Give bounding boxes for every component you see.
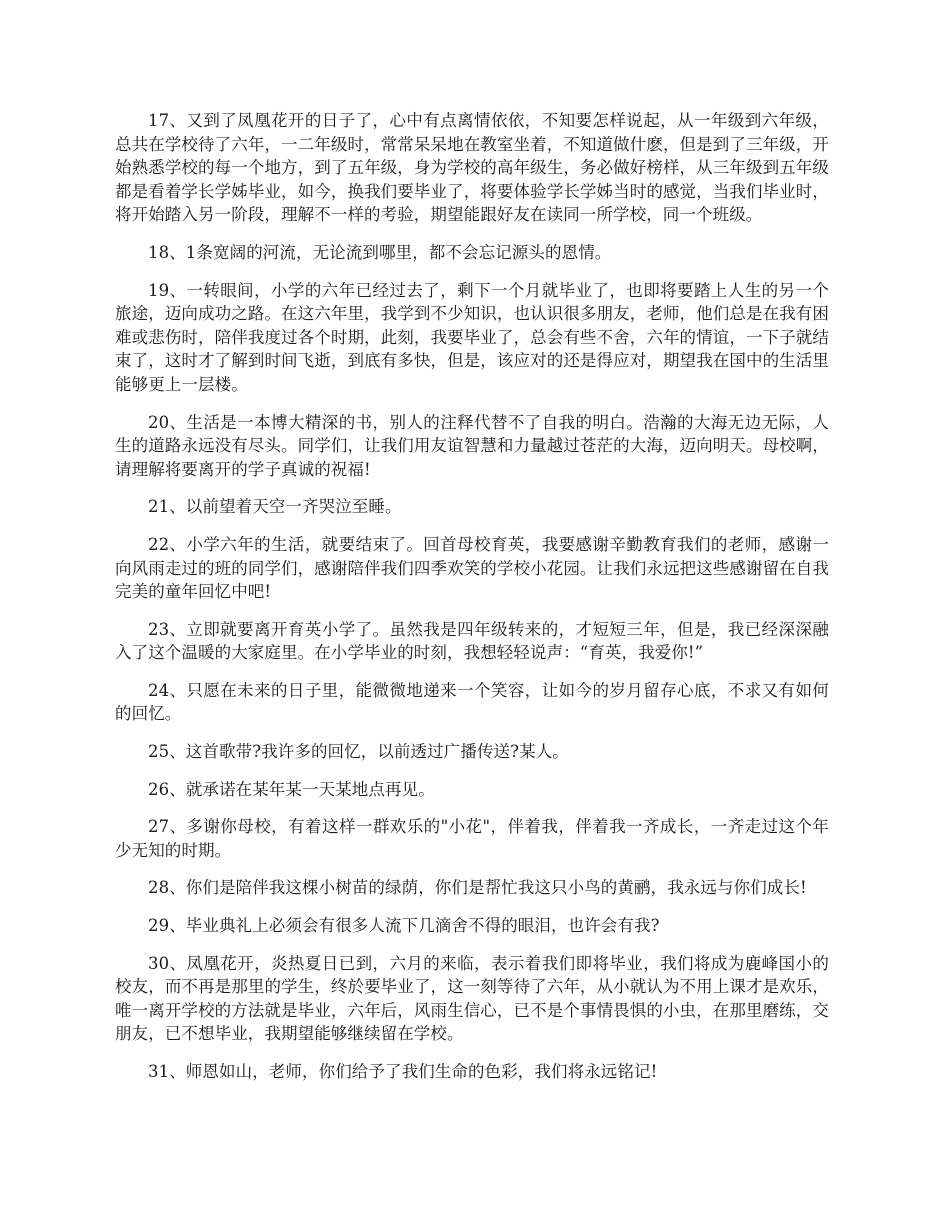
paragraph-28: 28、你们是陪伴我这棵小树苗的绿荫，你们是帮忙我这只小鸟的黄鹂，我永远与你们成长! xyxy=(148,878,807,898)
paragraph-25: 25、这首歌带?我许多的回忆，以前透过广播传送?某人。 xyxy=(148,742,569,762)
paragraph-17: 17、又到了凤凰花开的日子了，心中有点离情依依，不知要怎样说起，从一年级到六年级，总共在学校待了六年，一二年级时，常常呆呆地在教室坐着，不知道做什麽，但是到了三年级，开始熟悉学校的每一个地方，到了五年级，身为学校的高年级生，务必做好榜样，从三年级到五年级都是看着学长学姊毕业，如今，换我们要毕业了，将要体验学长学姊当时的感觉，当我们毕业时，将开始踏入另一阶段，理解不一样的考验，期望能跟好友在读同一所学校，同一个班级。 xyxy=(115,111,829,225)
paragraph-18: 18、1条宽阔的河流，无论流到哪里，都不会忘记源头的恩情。 xyxy=(148,242,612,262)
paragraph-20: 20、生活是一本博大精深的书，别人的注释代替不了自我的明白。浩瀚的大海无边无际，人生的道路永远没有尽头。同学们，让我们用友谊智慧和力量越过苍茫的大海，迈向明天。母校啊，请理解将要离开的学子真诚的祝福! xyxy=(115,412,829,479)
paragraph-31: 31、师恩如山，老师，你们给予了我们生命的色彩，我们将永远铭记! xyxy=(148,1062,658,1081)
document-body xyxy=(115,109,829,1098)
paragraph-30: 30、凤凰花开，炎热夏日已到，六月的来临，表示着我们即将毕业，我们将成为鹿峰国小的校友，而不再是那里的学生，终於要毕业了，这一刻等待了六年，从小就认为不用上课才是欢乐，唯一离开学校的方法就是毕业，六年后，风雨生信心，已不是个事情畏惧的小虫，在那里磨练，交朋友，已不想毕业，我期望能够继续留在学校。 xyxy=(115,953,829,1044)
paragraph-19: 19、一转眼间，小学的六年已经过去了，剩下一个月就毕业了，也即将要踏上人生的另一个旅途，迈向成功之路。在这六年里，我学到不少知识，也认识很多朋友，老师，他们总是在我有困难或悲伤时，陪伴我度过各个时期，此刻，我要毕业了，总会有些不舍，六年的情谊，一下子就结束了，这时才了解到时间飞逝，到底有多快，但是，该应对的还是得应对，期望我在国中的生活里能够更上一层楼。 xyxy=(115,280,829,394)
paragraph-24: 24、只愿在未来的日子里，能微微地递来一个笑容，让如今的岁月留存心底，不求又有如何的回忆。 xyxy=(115,680,829,724)
paragraph-26: 26、就承诺在某年某一天某地点再见。 xyxy=(148,779,435,799)
paragraph-27: 27、多谢你母校，有着这样一群欢乐的"小花"，伴着我，伴着我一齐成长，一齐走过这个年少无知的时期。 xyxy=(115,817,829,860)
paragraph-29: 29、毕业典礼上必须会有很多人流下几滴舍不得的眼泪，也许会有我? xyxy=(148,916,660,936)
paragraph-23: 23、立即就要离开育英小学了。虽然我是四年级转来的，才短短三年，但是，我已经深深融入了这个温暖的大家庭里。在小学毕业的时刻，我想轻轻说声：“育英，我爱你!” xyxy=(115,619,829,663)
paragraph-21: 21、以前望着天空一齐哭泣至睡。 xyxy=(148,497,402,517)
paragraph-22: 22、小学六年的生活，就要结束了。回首母校育英，我要感谢辛勤教育我们的老师，感谢一向风雨走过的班的同学们，感谢陪伴我们四季欢笑的学校小花园。让我们永远把这些感谢留在自我完美的童年回忆中吧! xyxy=(115,534,829,602)
